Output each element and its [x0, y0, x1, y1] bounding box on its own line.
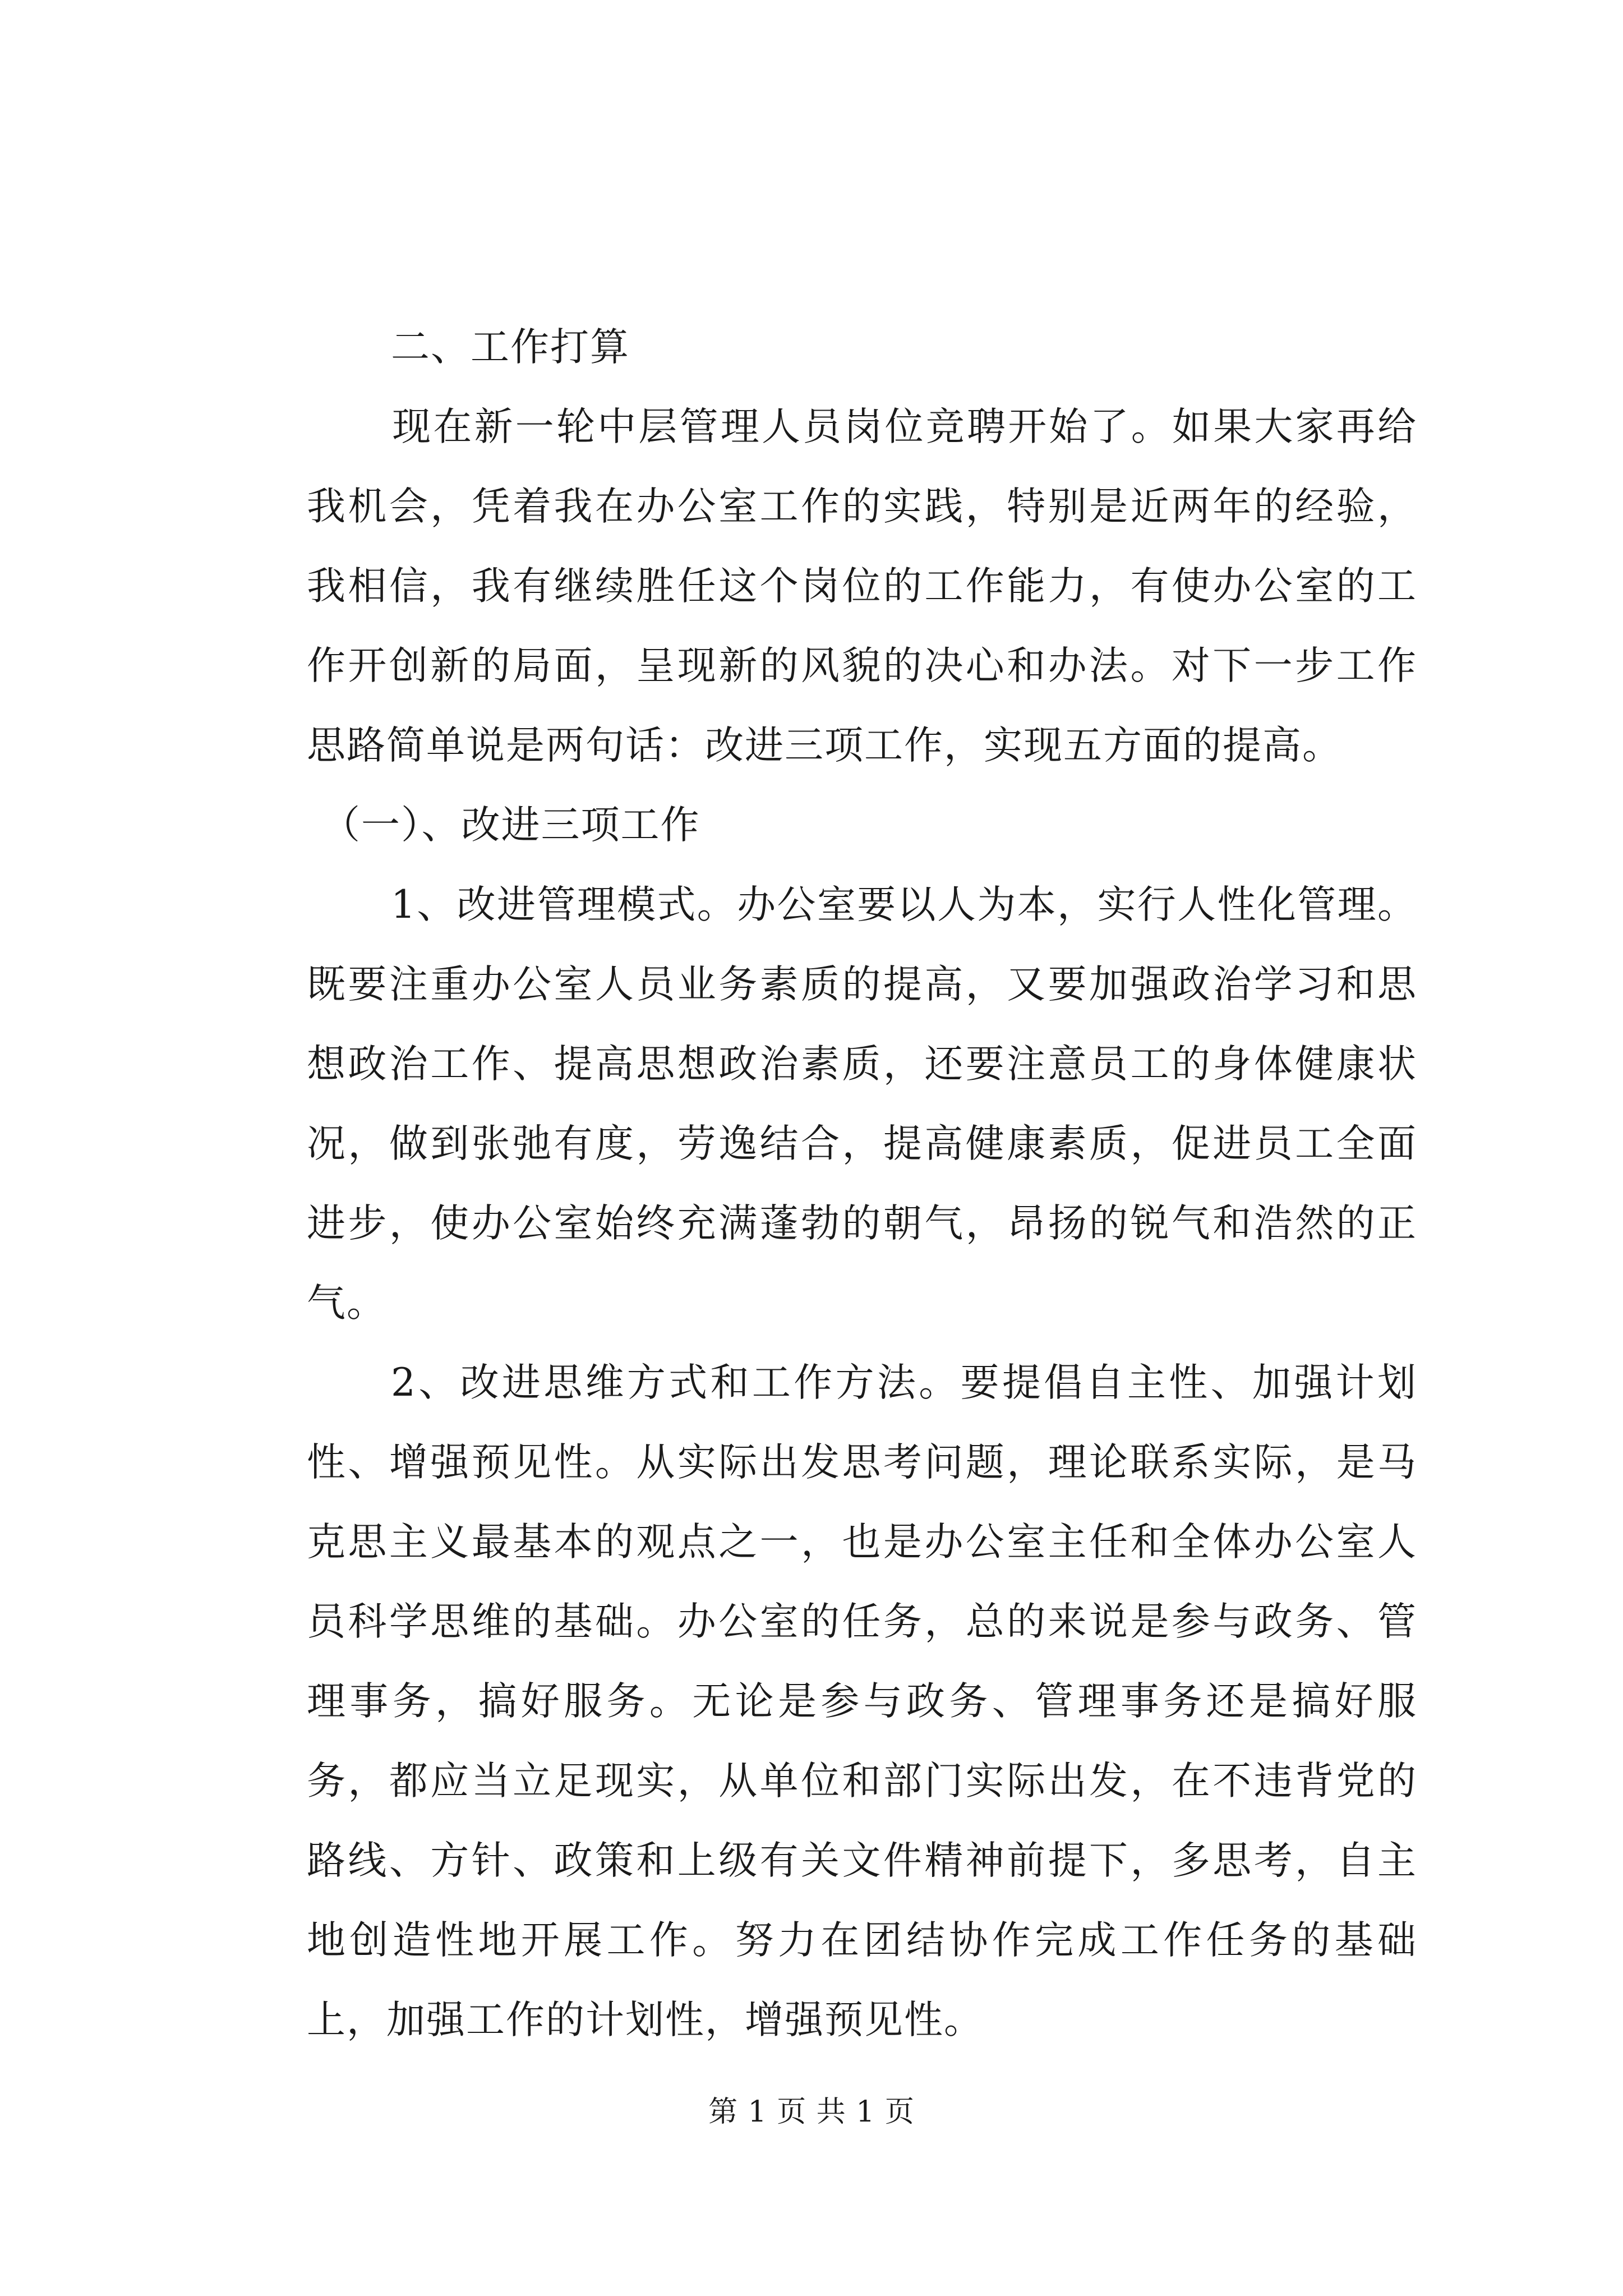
paragraph-thinking-method [307, 1343, 1417, 2060]
section-heading: 二、工作打算 [391, 325, 630, 370]
subsection-heading: （一）、改进三项工作 [321, 803, 700, 848]
paragraph-management-mode [307, 865, 1417, 1343]
page-footer [0, 2092, 1623, 2132]
paragraph-intro [307, 387, 1417, 785]
paragraph-thinking-method-text: 2、改进思维方式和工作方法。要提倡自主性、加强计划性、增强预见性。从实际出发思考问题，理论联系实际，是马克思主义最基本的观点之一，也是办公室主任和全体办公室人员科学思维的基础。办公室的任务，总的来说是参与政务、管理事务，搞好服务。无论是参与政务、管理事务还是搞好服务，都应当立足现实，从单位和部门实际出发，在不违背党的路线、方针、政策和上级有关文件精神前提下，多思考，自主地创造性地开展工作。努力在团结协作完成工作任务的基础上，加强工作的计划性，增强预见性。 [307, 1360, 1417, 2042]
page-number: 第 1 页 共 1 页 [708, 2095, 915, 2129]
document-body [307, 307, 1417, 2060]
paragraph-intro-text: 现在新一轮中层管理人员岗位竞聘开始了。如果大家再给我机会，凭着我在办公室工作的实践，特别是近两年的经验，我相信，我有继续胜任这个岗位的工作能力，有使办公室的工作开创新的局面，呈现新的风貌的决心和办法。对下一步工作思路简单说是两句话：改进三项工作，实现五方面的提高。 [307, 404, 1417, 768]
paragraph-management-mode-text: 1、改进管理模式。办公室要以人为本，实行人性化管理。既要注重办公室人员业务素质的提高，又要加强政治学习和思想政治工作、提高思想政治素质，还要注意员工的身体健康状况，做到张弛有度，劳逸结合，提高健康素质，促进员工全面进步，使办公室始终充满蓬勃的朝气，昂扬的锐气和浩然的正气。 [307, 882, 1417, 1326]
